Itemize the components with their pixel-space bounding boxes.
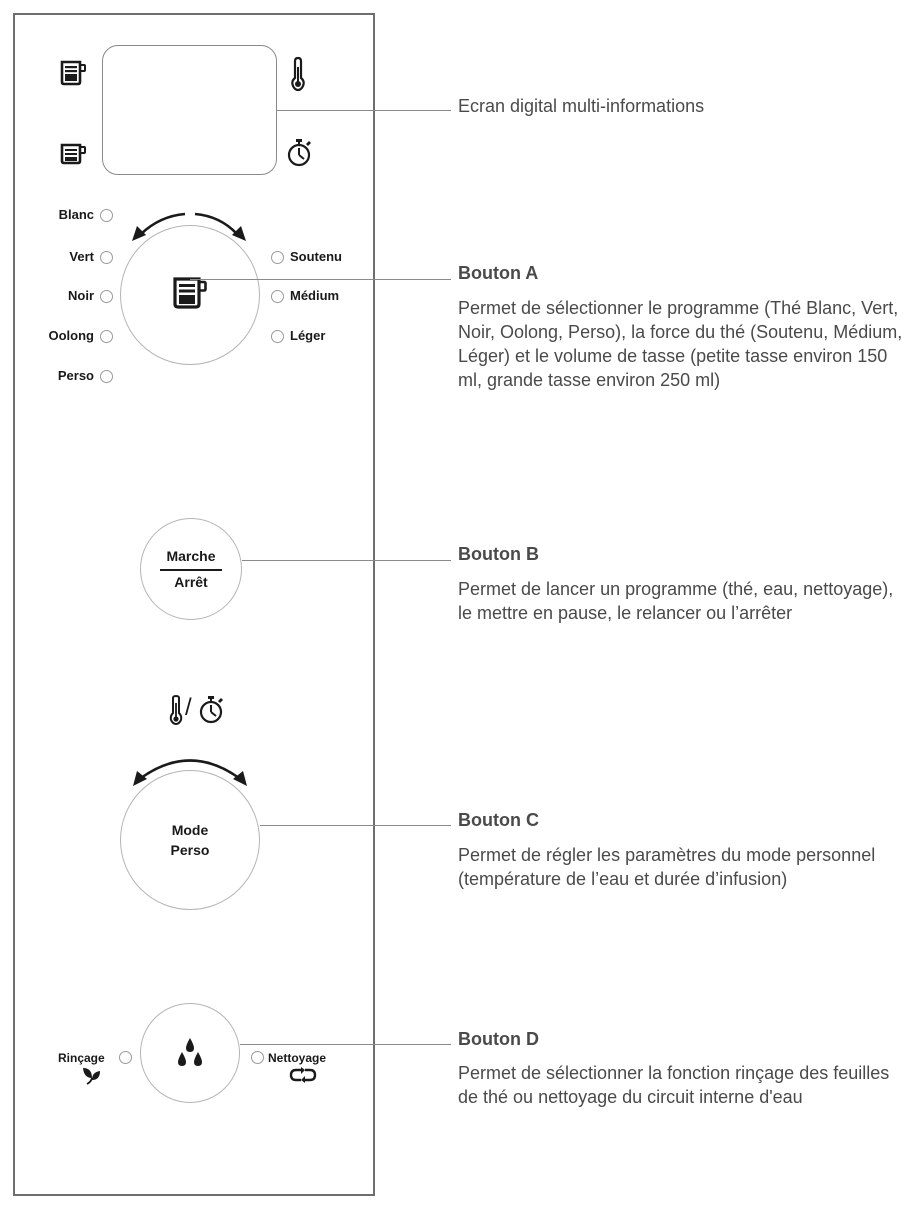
- button-b-leader-line: [242, 560, 451, 561]
- button-b-title: Bouton B: [458, 544, 539, 564]
- button-a-leader-line: [190, 279, 451, 280]
- cleaning-led[interactable]: [251, 1051, 264, 1064]
- rinse-label: Rinçage: [58, 1051, 105, 1065]
- digital-screen: [102, 45, 277, 175]
- program-label-oolong: Oolong: [48, 328, 94, 343]
- button-c-description: Permet de régler les paramètres du mode personnel (température de l’eau et durée d’infusion): [458, 845, 876, 889]
- strength-label-soutenu: Soutenu: [290, 249, 342, 264]
- strength-led-soutenu[interactable]: [271, 251, 284, 264]
- button-c-title: Bouton C: [458, 810, 539, 830]
- button-b-divider: [160, 569, 222, 571]
- rinse-led[interactable]: [119, 1051, 132, 1064]
- program-label-blanc: Blanc: [58, 207, 94, 222]
- screen-caption: Ecran digital multi-informations: [458, 96, 705, 116]
- mode-indicator-separator: /: [185, 694, 192, 721]
- small-cup-icon: [60, 143, 90, 165]
- large-cup-icon: [60, 60, 90, 86]
- button-b-label-top: Marche: [166, 548, 216, 564]
- leaves-icon: [80, 1066, 104, 1086]
- program-led-blanc[interactable]: [100, 209, 113, 222]
- thermometer-icon: [289, 57, 307, 91]
- button-a-title: Bouton A: [458, 263, 539, 283]
- button-d-title: Bouton D: [458, 1029, 539, 1049]
- thermometer-icon: [168, 695, 184, 725]
- program-label-perso: Perso: [57, 368, 94, 383]
- button-c-label-line2: Perso: [170, 842, 210, 858]
- cycle-icon: [288, 1067, 318, 1083]
- timer-icon: [285, 138, 313, 168]
- program-label-vert: Vert: [69, 249, 94, 264]
- cup-icon: [172, 276, 210, 310]
- program-led-vert[interactable]: [100, 251, 113, 264]
- button-b-label-bottom: Arrêt: [174, 574, 208, 590]
- program-led-perso[interactable]: [100, 370, 113, 383]
- button-b-description: Permet de lancer un programme (thé, eau, nettoyage), le mettre en pause, le relancer ou l’arrêter: [458, 579, 894, 623]
- strength-label-leger: Léger: [290, 328, 326, 343]
- cleaning-label: Nettoyage: [268, 1051, 327, 1065]
- water-drops-icon: [173, 1036, 207, 1070]
- button-d-leader-line: [240, 1044, 451, 1045]
- timer-icon: [197, 695, 225, 725]
- button-c-leader-line: [260, 825, 451, 826]
- strength-led-leger[interactable]: [271, 330, 284, 343]
- button-d-description: Permet de sélectionner la fonction rinçage des feuilles de thé ou nettoyage du circuit interne d'eau: [458, 1063, 890, 1107]
- strength-label-medium: Médium: [290, 288, 340, 303]
- program-led-oolong[interactable]: [100, 330, 113, 343]
- program-led-noir[interactable]: [100, 290, 113, 303]
- button-a-description: Permet de sélectionner le programme (Thé Blanc, Vert, Noir, Oolong, Perso), la force du thé (Soutenu, Médium, Léger) et le volume de tasse (petite tasse environ 150 ml, grande tasse environ 250 ml): [458, 298, 903, 390]
- button-c-label-line1: Mode: [171, 822, 209, 838]
- screen-leader-line: [277, 110, 451, 111]
- strength-led-medium[interactable]: [271, 290, 284, 303]
- program-label-noir: Noir: [68, 288, 94, 303]
